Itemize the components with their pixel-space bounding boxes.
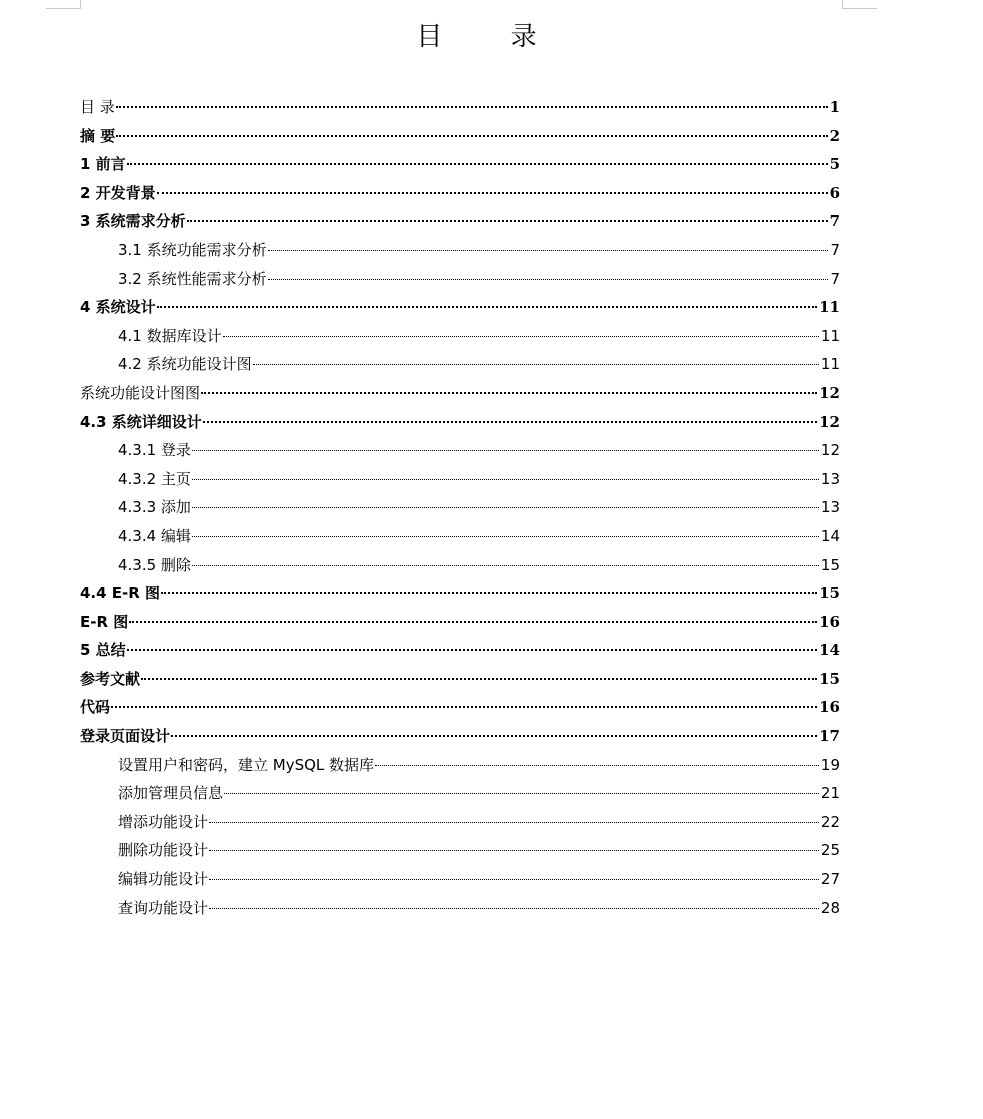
table-of-contents	[80, 93, 840, 922]
toc-entry-page-number: 11	[819, 298, 840, 317]
dot-leader	[111, 706, 817, 708]
toc-entry-label: 4.3.4 编辑	[118, 526, 191, 545]
dot-leader	[209, 908, 819, 909]
toc-entry-label: 登录页面设计	[80, 727, 171, 746]
page-corner-mark-right	[842, 0, 877, 9]
dot-leader	[209, 850, 819, 851]
dot-leader	[187, 220, 828, 222]
toc-entry-label: 4.1 数据库设计	[118, 326, 222, 345]
toc-entry-page-number: 15	[819, 584, 840, 603]
toc-entry-page-number: 13	[820, 469, 840, 488]
toc-entry-page-number: 21	[820, 784, 840, 803]
page-corner-mark-left	[46, 0, 81, 9]
toc-entry-label: 参考文献	[80, 669, 141, 688]
toc-entry-label: 4.3.1 登录	[118, 441, 191, 460]
toc-entry[interactable]	[80, 436, 840, 465]
toc-entry[interactable]	[80, 665, 840, 694]
dot-leader	[129, 621, 817, 623]
toc-entry-page-number: 22	[820, 812, 840, 831]
toc-entry[interactable]	[80, 236, 840, 265]
toc-entry-page-number: 12	[820, 441, 840, 460]
dot-leader	[192, 450, 819, 451]
toc-entry-page-number: 15	[820, 555, 840, 574]
toc-entry[interactable]	[80, 465, 840, 494]
toc-entry[interactable]	[80, 408, 840, 437]
toc-entry-label: 4.3.2 主页	[118, 469, 191, 488]
toc-entry-page-number: 17	[819, 727, 840, 746]
dot-leader	[157, 306, 817, 308]
dot-leader	[127, 163, 828, 165]
toc-entry[interactable]	[80, 693, 840, 722]
dot-leader	[192, 507, 819, 508]
dot-leader	[157, 192, 828, 194]
dot-leader	[209, 879, 819, 880]
toc-entry-label: 5 总结	[80, 641, 126, 660]
toc-entry-page-number: 1	[829, 98, 840, 116]
dot-leader	[116, 135, 827, 137]
toc-entry-page-number: 12	[819, 412, 840, 431]
toc-entry-label: 增添功能设计	[118, 812, 209, 831]
toc-entry[interactable]	[80, 322, 840, 351]
dot-leader	[201, 392, 817, 394]
toc-entry[interactable]	[80, 865, 840, 894]
dot-leader	[223, 336, 819, 337]
toc-entry-page-number: 14	[820, 526, 840, 545]
toc-entry[interactable]	[80, 636, 840, 665]
dot-leader	[192, 565, 819, 566]
toc-title: 目 录	[416, 22, 567, 52]
toc-entry-page-number: 16	[819, 698, 840, 717]
toc-entry[interactable]	[80, 350, 840, 379]
dot-leader	[375, 765, 819, 766]
toc-entry[interactable]	[80, 579, 840, 608]
toc-entry[interactable]	[80, 293, 840, 322]
toc-entry-label: 查询功能设计	[118, 898, 209, 917]
toc-entry-label: 4 系统设计	[80, 298, 156, 317]
toc-entry-label: E-R 图	[80, 612, 129, 631]
toc-entry[interactable]	[80, 894, 840, 923]
toc-entry-page-number: 7	[830, 269, 840, 288]
toc-entry-page-number: 25	[820, 841, 840, 860]
toc-entry[interactable]	[80, 93, 840, 122]
toc-entry-page-number: 16	[819, 612, 840, 631]
toc-entry[interactable]	[80, 265, 840, 294]
toc-entry-label: 系统功能设计图图	[80, 383, 201, 402]
toc-entry[interactable]	[80, 150, 840, 179]
toc-entry[interactable]	[80, 722, 840, 751]
toc-entry[interactable]	[80, 551, 840, 580]
toc-entry-page-number: 13	[820, 498, 840, 517]
dot-leader	[224, 793, 819, 794]
toc-entry-page-number: 11	[820, 355, 840, 374]
dot-leader	[171, 735, 817, 737]
toc-entry-page-number: 28	[820, 898, 840, 917]
dot-leader	[268, 250, 829, 251]
toc-entry-page-number: 12	[819, 383, 840, 402]
toc-entry[interactable]	[80, 836, 840, 865]
dot-leader	[203, 421, 817, 423]
toc-entry-page-number: 27	[820, 870, 840, 889]
toc-entry-label: 4.4 E-R 图	[80, 584, 161, 603]
dot-leader	[192, 479, 819, 480]
toc-entry-label: 设置用户和密码，建立 MySQL 数据库	[118, 755, 375, 774]
toc-entry[interactable]	[80, 779, 840, 808]
dot-leader	[127, 649, 817, 651]
toc-entry[interactable]	[80, 379, 840, 408]
toc-entry-page-number: 7	[829, 212, 840, 231]
toc-entry-label: 3 系统需求分析	[80, 212, 186, 231]
toc-entry-page-number: 15	[819, 669, 840, 688]
toc-entry-label: 代码	[80, 698, 111, 717]
toc-entry[interactable]	[80, 122, 840, 151]
dot-leader	[161, 592, 817, 594]
dot-leader	[253, 364, 819, 365]
toc-entry[interactable]	[80, 493, 840, 522]
toc-entry-page-number: 7	[830, 240, 840, 259]
toc-entry-label: 3.1 系统功能需求分析	[118, 240, 267, 259]
toc-entry-label: 4.3.3 添加	[118, 498, 191, 517]
toc-entry-page-number: 14	[819, 641, 840, 660]
toc-entry-page-number: 2	[829, 126, 840, 145]
toc-entry-label: 编辑功能设计	[118, 870, 209, 889]
dot-leader	[141, 678, 817, 680]
toc-entry-label: 3.2 系统性能需求分析	[118, 269, 267, 288]
toc-entry[interactable]	[80, 179, 840, 208]
toc-entry-page-number: 11	[820, 326, 840, 345]
toc-entry-page-number: 6	[829, 183, 840, 202]
toc-entry-label: 添加管理员信息	[118, 784, 224, 803]
toc-entry[interactable]	[80, 207, 840, 236]
toc-entry[interactable]	[80, 751, 840, 780]
toc-entry-label: 摘 要	[80, 126, 116, 145]
dot-leader	[192, 536, 819, 537]
dot-leader	[209, 822, 819, 823]
toc-entry-label: 4.2 系统功能设计图	[118, 355, 252, 374]
dot-leader	[116, 106, 828, 108]
toc-entry[interactable]	[80, 808, 840, 837]
toc-entry-page-number: 5	[829, 155, 840, 174]
toc-entry-label: 4.3.5 删除	[118, 555, 191, 574]
toc-entry-label: 目 录	[80, 98, 115, 116]
toc-entry-label: 2 开发背景	[80, 183, 156, 202]
toc-entry[interactable]	[80, 608, 840, 637]
toc-entry-page-number: 19	[820, 755, 840, 774]
toc-entry[interactable]	[80, 522, 840, 551]
toc-entry-label: 4.3 系统详细设计	[80, 412, 202, 431]
toc-entry-label: 删除功能设计	[118, 841, 209, 860]
toc-entry-label: 1 前言	[80, 155, 126, 174]
dot-leader	[268, 279, 829, 280]
